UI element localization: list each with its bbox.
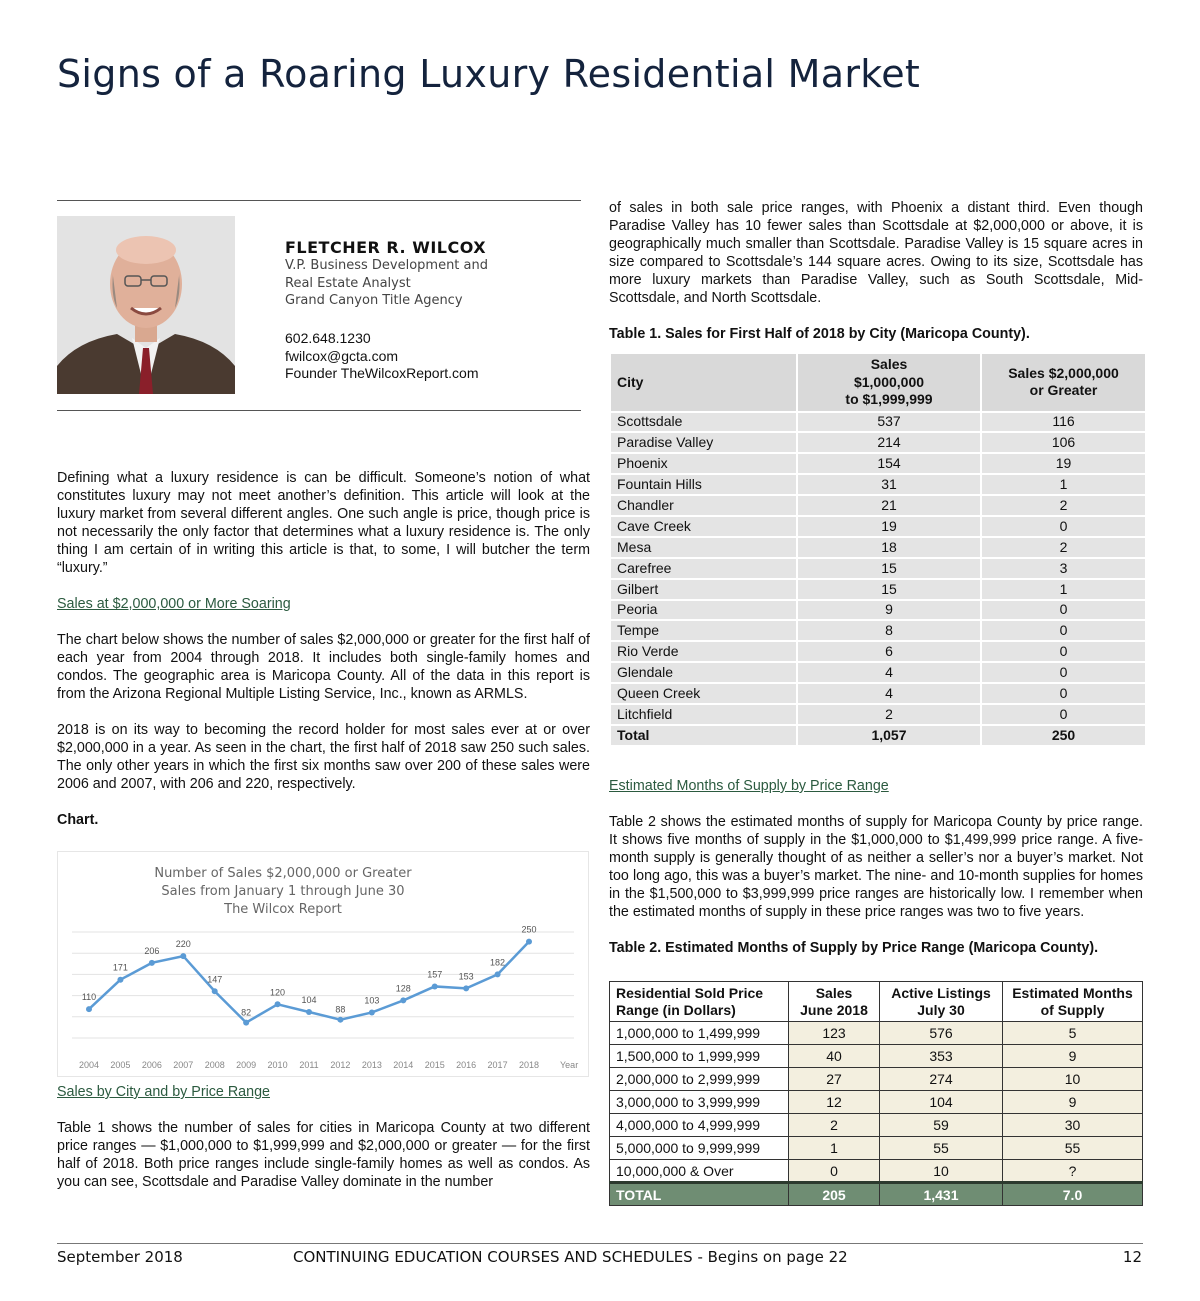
value-cell: 6 bbox=[797, 641, 981, 662]
value-cell: 576 bbox=[880, 1022, 1003, 1045]
author-contact bbox=[285, 330, 478, 383]
price-range-cell: TOTAL bbox=[610, 1183, 789, 1206]
value-cell: 106 bbox=[981, 432, 1146, 453]
data-label: 220 bbox=[175, 939, 191, 950]
page-number: 12 bbox=[1122, 1248, 1142, 1266]
value-cell: 4 bbox=[797, 683, 981, 704]
data-label: 171 bbox=[112, 962, 128, 973]
author-site[interactable]: Founder TheWilcoxReport.com bbox=[285, 365, 479, 381]
table-row bbox=[610, 1114, 1143, 1137]
table-total-row bbox=[610, 1183, 1143, 1206]
value-cell: 9 bbox=[1003, 1045, 1143, 1068]
table-row bbox=[610, 1068, 1143, 1091]
value-cell: 55 bbox=[880, 1137, 1003, 1160]
price-range-cell: 1,500,000 to 1,999,999 bbox=[610, 1045, 789, 1068]
value-cell: 18 bbox=[797, 537, 981, 558]
value-cell: 15 bbox=[797, 558, 981, 579]
value-cell: 10 bbox=[880, 1160, 1003, 1183]
table-row bbox=[610, 474, 1146, 495]
value-cell: 55 bbox=[1003, 1137, 1143, 1160]
author-block bbox=[285, 238, 575, 310]
price-range-cell: 10,000,000 & Over bbox=[610, 1160, 789, 1183]
author-phone: 602.648.1230 bbox=[285, 330, 371, 346]
city-cell: Mesa bbox=[610, 537, 797, 558]
author-top-rule bbox=[57, 200, 581, 201]
value-cell: 0 bbox=[981, 516, 1146, 537]
x-tick-label: 2008 bbox=[204, 1060, 225, 1070]
supply-paragraph: Table 2 shows the estimated months of supply for Maricopa County by price range. It shows five months of supply in the $1,000,000 to $1,499,999 price range. A five-month supply is generally thought of as neither a seller’s nor a buyer’s market. Not too long ago, this was a buyer’s market. The nine- and 10-month supplies for homes in the $1,500,000 to $3,999,999 price ranges are historically low. I remember when the estimated months of supply in these price ranges was two to five years. bbox=[609, 814, 1143, 920]
price-range-cell: 4,000,000 to 4,999,999 bbox=[610, 1114, 789, 1137]
column-header-sales-june: Sales June 2018 bbox=[789, 982, 880, 1022]
data-point bbox=[86, 1006, 92, 1012]
author-bottom-rule bbox=[57, 410, 581, 411]
city-cell: Chandler bbox=[610, 495, 797, 516]
table-row bbox=[610, 1160, 1143, 1183]
column-header-months-supply: Estimated Months of Supply bbox=[1003, 982, 1143, 1022]
value-cell: 7.0 bbox=[1003, 1183, 1143, 1206]
data-point bbox=[117, 977, 123, 983]
table-row bbox=[610, 432, 1146, 453]
value-cell: 1,057 bbox=[797, 725, 981, 746]
data-label: 250 bbox=[521, 924, 537, 935]
record-paragraph: 2018 is on its way to becoming the record holder for most sales ever at or over $2,000,000 in a year. As seen in the chart, the first half of 2018 saw 250 such sales. The only other years in which the first six months saw over 200 of these sales were 2006 and 2007, with 206 and 220, respectively. bbox=[57, 722, 590, 792]
value-cell: 250 bbox=[981, 725, 1146, 746]
x-tick-label: 2017 bbox=[487, 1060, 508, 1070]
left-column bbox=[57, 469, 590, 829]
footer-courses: CONTINUING EDUCATION COURSES AND SCHEDULES - Begins on page 22 bbox=[293, 1248, 848, 1266]
city-cell: Queen Creek bbox=[610, 683, 797, 704]
column-header-price-range: Residential Sold Price Range (in Dollars) bbox=[610, 982, 789, 1022]
data-point bbox=[275, 1001, 281, 1007]
value-cell: 0 bbox=[981, 683, 1146, 704]
city-cell: Phoenix bbox=[610, 453, 797, 474]
table-row bbox=[610, 683, 1146, 704]
sales-by-city-table bbox=[609, 352, 1147, 747]
author-company: Grand Canyon Title Agency bbox=[285, 293, 463, 308]
comparison-paragraph: of sales in both sale price ranges, with Phoenix a distant third. Even though Paradise Valley has 10 fewer sales than Scottsdale at $2,000,000 or above, it is geographically much smaller than Scottsdale. Paradise Valley is 15 square acres in size compared to Scottsdale’s 144 square acres. Owing to its size, Scottsdale has more luxury markets than Paradise Valley, such as South Scottsdale, Mid-Scottsdale, and North Scottsdale. bbox=[609, 200, 1143, 306]
x-tick-label: 2004 bbox=[78, 1060, 100, 1070]
footer-rule bbox=[57, 1243, 1143, 1244]
value-cell: 104 bbox=[880, 1091, 1003, 1114]
page-title: Signs of a Roaring Luxury Residential Market bbox=[57, 52, 921, 96]
footer-date: September 2018 bbox=[57, 1248, 183, 1266]
data-label: 153 bbox=[458, 971, 474, 982]
table-row bbox=[610, 662, 1146, 683]
x-tick-label: 2005 bbox=[110, 1060, 131, 1070]
value-cell: 10 bbox=[1003, 1068, 1143, 1091]
x-tick-label: 2015 bbox=[424, 1060, 445, 1070]
data-label: 82 bbox=[241, 1007, 252, 1018]
data-label: 206 bbox=[144, 945, 160, 956]
value-cell: 15 bbox=[797, 579, 981, 600]
value-cell: 59 bbox=[880, 1114, 1003, 1137]
x-tick-label: 2014 bbox=[393, 1060, 414, 1070]
city-cell: Peoria bbox=[610, 600, 797, 621]
value-cell: 9 bbox=[1003, 1091, 1143, 1114]
value-cell: 274 bbox=[880, 1068, 1003, 1091]
x-tick-label: 2006 bbox=[141, 1060, 162, 1070]
data-label: 120 bbox=[270, 987, 286, 998]
value-cell: 1,431 bbox=[880, 1183, 1003, 1206]
section-link-city-price[interactable]: Sales by City and by Price Range bbox=[57, 1084, 270, 1100]
author-name: FLETCHER R. WILCOX bbox=[285, 238, 487, 257]
value-cell: 0 bbox=[981, 620, 1146, 641]
value-cell: 8 bbox=[797, 620, 981, 641]
x-tick-label: 2018 bbox=[518, 1060, 540, 1070]
table-row bbox=[610, 579, 1146, 600]
value-cell: 214 bbox=[797, 432, 981, 453]
value-cell: 21 bbox=[797, 495, 981, 516]
x-tick-label: 2011 bbox=[299, 1060, 319, 1070]
table-row bbox=[610, 620, 1146, 641]
data-label: 103 bbox=[364, 995, 380, 1006]
city-cell: Litchfield bbox=[610, 704, 797, 725]
price-range-cell: 2,000,000 to 2,999,999 bbox=[610, 1068, 789, 1091]
value-cell: 0 bbox=[981, 641, 1146, 662]
value-cell: 19 bbox=[797, 516, 981, 537]
data-point bbox=[369, 1009, 375, 1015]
author-role-2: Real Estate Analyst bbox=[285, 275, 411, 291]
data-point bbox=[463, 985, 469, 991]
column-header-sales-1m: Sales $1,000,000 to $1,999,999 bbox=[797, 353, 981, 412]
data-point bbox=[526, 939, 532, 945]
value-cell: 2 bbox=[797, 704, 981, 725]
data-label: 147 bbox=[207, 974, 223, 985]
data-point bbox=[243, 1020, 249, 1026]
value-cell: 2 bbox=[981, 537, 1146, 558]
value-cell: 537 bbox=[797, 412, 981, 433]
x-tick-label: 2010 bbox=[267, 1060, 288, 1070]
data-point bbox=[306, 1009, 312, 1015]
months-supply-table bbox=[609, 981, 1143, 1206]
x-axis-label: Year bbox=[560, 1060, 579, 1070]
data-label: 110 bbox=[81, 992, 97, 1003]
value-cell: 123 bbox=[789, 1022, 880, 1045]
sales-chart bbox=[57, 851, 589, 1077]
city-cell: Carefree bbox=[610, 558, 797, 579]
data-point bbox=[432, 983, 438, 989]
value-cell: 4 bbox=[797, 662, 981, 683]
column-header-active-listings: Active Listings July 30 bbox=[880, 982, 1003, 1022]
value-cell: 0 bbox=[981, 600, 1146, 621]
table1-intro-paragraph: Table 1 shows the number of sales for cities in Maricopa County at two different price ranges — $1,000,000 to $1,999,999 and $2,000,000 or greater — for the first half of 2018. Both price ranges include single-family homes as well as condos. As you can see, Scottsdale and Paradise Valley dominate in the number bbox=[57, 1120, 590, 1190]
chart-subtitle: Sales from January 1 through June 30 bbox=[161, 884, 405, 899]
author-role: V.P. Business Development and bbox=[285, 258, 488, 273]
data-label: 88 bbox=[335, 1004, 346, 1015]
table-header-row bbox=[610, 982, 1143, 1022]
table-row bbox=[610, 1137, 1143, 1160]
x-tick-label: 2009 bbox=[236, 1060, 257, 1070]
data-point bbox=[495, 971, 501, 977]
price-range-cell: 3,000,000 to 3,999,999 bbox=[610, 1091, 789, 1114]
city-cell: Paradise Valley bbox=[610, 432, 797, 453]
value-cell: 0 bbox=[789, 1160, 880, 1183]
x-tick-label: 2007 bbox=[173, 1060, 194, 1070]
column-header-sales-2m: Sales $2,000,000 or Greater bbox=[981, 353, 1146, 412]
city-cell: Rio Verde bbox=[610, 641, 797, 662]
section-link-sales-2m[interactable]: Sales at $2,000,000 or More Soaring bbox=[57, 596, 291, 612]
column-header-city: City bbox=[610, 353, 797, 412]
data-label: 104 bbox=[301, 994, 317, 1005]
city-cell: Tempe bbox=[610, 620, 797, 641]
value-cell: 2 bbox=[981, 495, 1146, 516]
value-cell: 1 bbox=[981, 579, 1146, 600]
table-row bbox=[610, 641, 1146, 662]
section-link-months-supply[interactable]: Estimated Months of Supply by Price Range bbox=[609, 778, 889, 794]
data-point bbox=[400, 997, 406, 1003]
city-cell: Gilbert bbox=[610, 579, 797, 600]
value-cell: 154 bbox=[797, 453, 981, 474]
value-cell: 0 bbox=[981, 704, 1146, 725]
value-cell: 1 bbox=[789, 1137, 880, 1160]
price-range-cell: 5,000,000 to 9,999,999 bbox=[610, 1137, 789, 1160]
table-row bbox=[610, 516, 1146, 537]
table-row bbox=[610, 1045, 1143, 1068]
table-row bbox=[610, 704, 1146, 725]
table-row bbox=[610, 495, 1146, 516]
value-cell: 12 bbox=[789, 1091, 880, 1114]
data-point bbox=[149, 960, 155, 966]
value-cell: 205 bbox=[789, 1183, 880, 1206]
chart-intro-paragraph: The chart below shows the number of sales $2,000,000 or greater for the first half of each year from 2004 through 2018. It includes both single-family homes and condos. The geographic area is Maricopa County. All of the data in this report is from the Arizona Regional Multiple Listing Service, Inc., known as ARMLS. bbox=[57, 632, 590, 702]
value-cell: 9 bbox=[797, 600, 981, 621]
chart-title: Number of Sales $2,000,000 or Greater bbox=[154, 866, 412, 881]
x-tick-label: 2012 bbox=[330, 1060, 351, 1070]
right-column-bottom bbox=[609, 777, 1143, 957]
city-cell: Cave Creek bbox=[610, 516, 797, 537]
data-point bbox=[212, 988, 218, 994]
table-row bbox=[610, 558, 1146, 579]
value-cell: 27 bbox=[789, 1068, 880, 1091]
value-cell: 31 bbox=[797, 474, 981, 495]
city-cell: Scottsdale bbox=[610, 412, 797, 433]
author-email[interactable]: fwilcox@gcta.com bbox=[285, 347, 399, 364]
data-label: 182 bbox=[490, 957, 506, 968]
data-label: 128 bbox=[395, 983, 411, 994]
sales-line-chart bbox=[58, 852, 588, 1076]
table2-caption: Table 2. Estimated Months of Supply by Price Range (Maricopa County). bbox=[609, 940, 1099, 956]
table-row bbox=[610, 1091, 1143, 1114]
intro-paragraph: Defining what a luxury residence is can be difficult. Someone’s notion of what constitutes luxury may not meet another’s definition. This article will look at the luxury market from several different angles. One such angle is price, though price is not necessarily the only factor that determines what a luxury residence is. The only thing I am certain of in writing this article is that, to some, I will butcher the term “luxury.” bbox=[57, 470, 590, 576]
value-cell: 5 bbox=[1003, 1022, 1143, 1045]
x-tick-label: 2016 bbox=[456, 1060, 477, 1070]
author-photo bbox=[57, 216, 235, 394]
value-cell: 40 bbox=[789, 1045, 880, 1068]
price-range-cell: 1,000,000 to 1,499,999 bbox=[610, 1022, 789, 1045]
table-row bbox=[610, 537, 1146, 558]
value-cell: 3 bbox=[981, 558, 1146, 579]
x-tick-label: 2013 bbox=[361, 1060, 382, 1070]
chart-subtitle-2: The Wilcox Report bbox=[224, 902, 342, 917]
value-cell: 30 bbox=[1003, 1114, 1143, 1137]
table-row bbox=[610, 1022, 1143, 1045]
value-cell: 116 bbox=[981, 412, 1146, 433]
data-label: 157 bbox=[427, 969, 443, 980]
table-row bbox=[610, 412, 1146, 433]
table-total-row bbox=[610, 725, 1146, 746]
data-point bbox=[180, 953, 186, 959]
city-cell: Fountain Hills bbox=[610, 474, 797, 495]
value-cell: 2 bbox=[789, 1114, 880, 1137]
value-cell: 1 bbox=[981, 474, 1146, 495]
table-row bbox=[610, 453, 1146, 474]
table-header-row bbox=[610, 353, 1146, 412]
table-row bbox=[610, 600, 1146, 621]
value-cell: 19 bbox=[981, 453, 1146, 474]
value-cell: ? bbox=[1003, 1160, 1143, 1183]
value-cell: 0 bbox=[981, 662, 1146, 683]
data-point bbox=[337, 1017, 343, 1023]
table1-caption: Table 1. Sales for First Half of 2018 by City (Maricopa County). bbox=[609, 326, 1030, 342]
right-column-top bbox=[609, 199, 1143, 343]
value-cell: 353 bbox=[880, 1045, 1003, 1068]
left-column-bottom bbox=[57, 1083, 590, 1209]
city-cell: Glendale bbox=[610, 662, 797, 683]
city-cell: Total bbox=[610, 725, 797, 746]
chart-label: Chart. bbox=[57, 812, 99, 828]
